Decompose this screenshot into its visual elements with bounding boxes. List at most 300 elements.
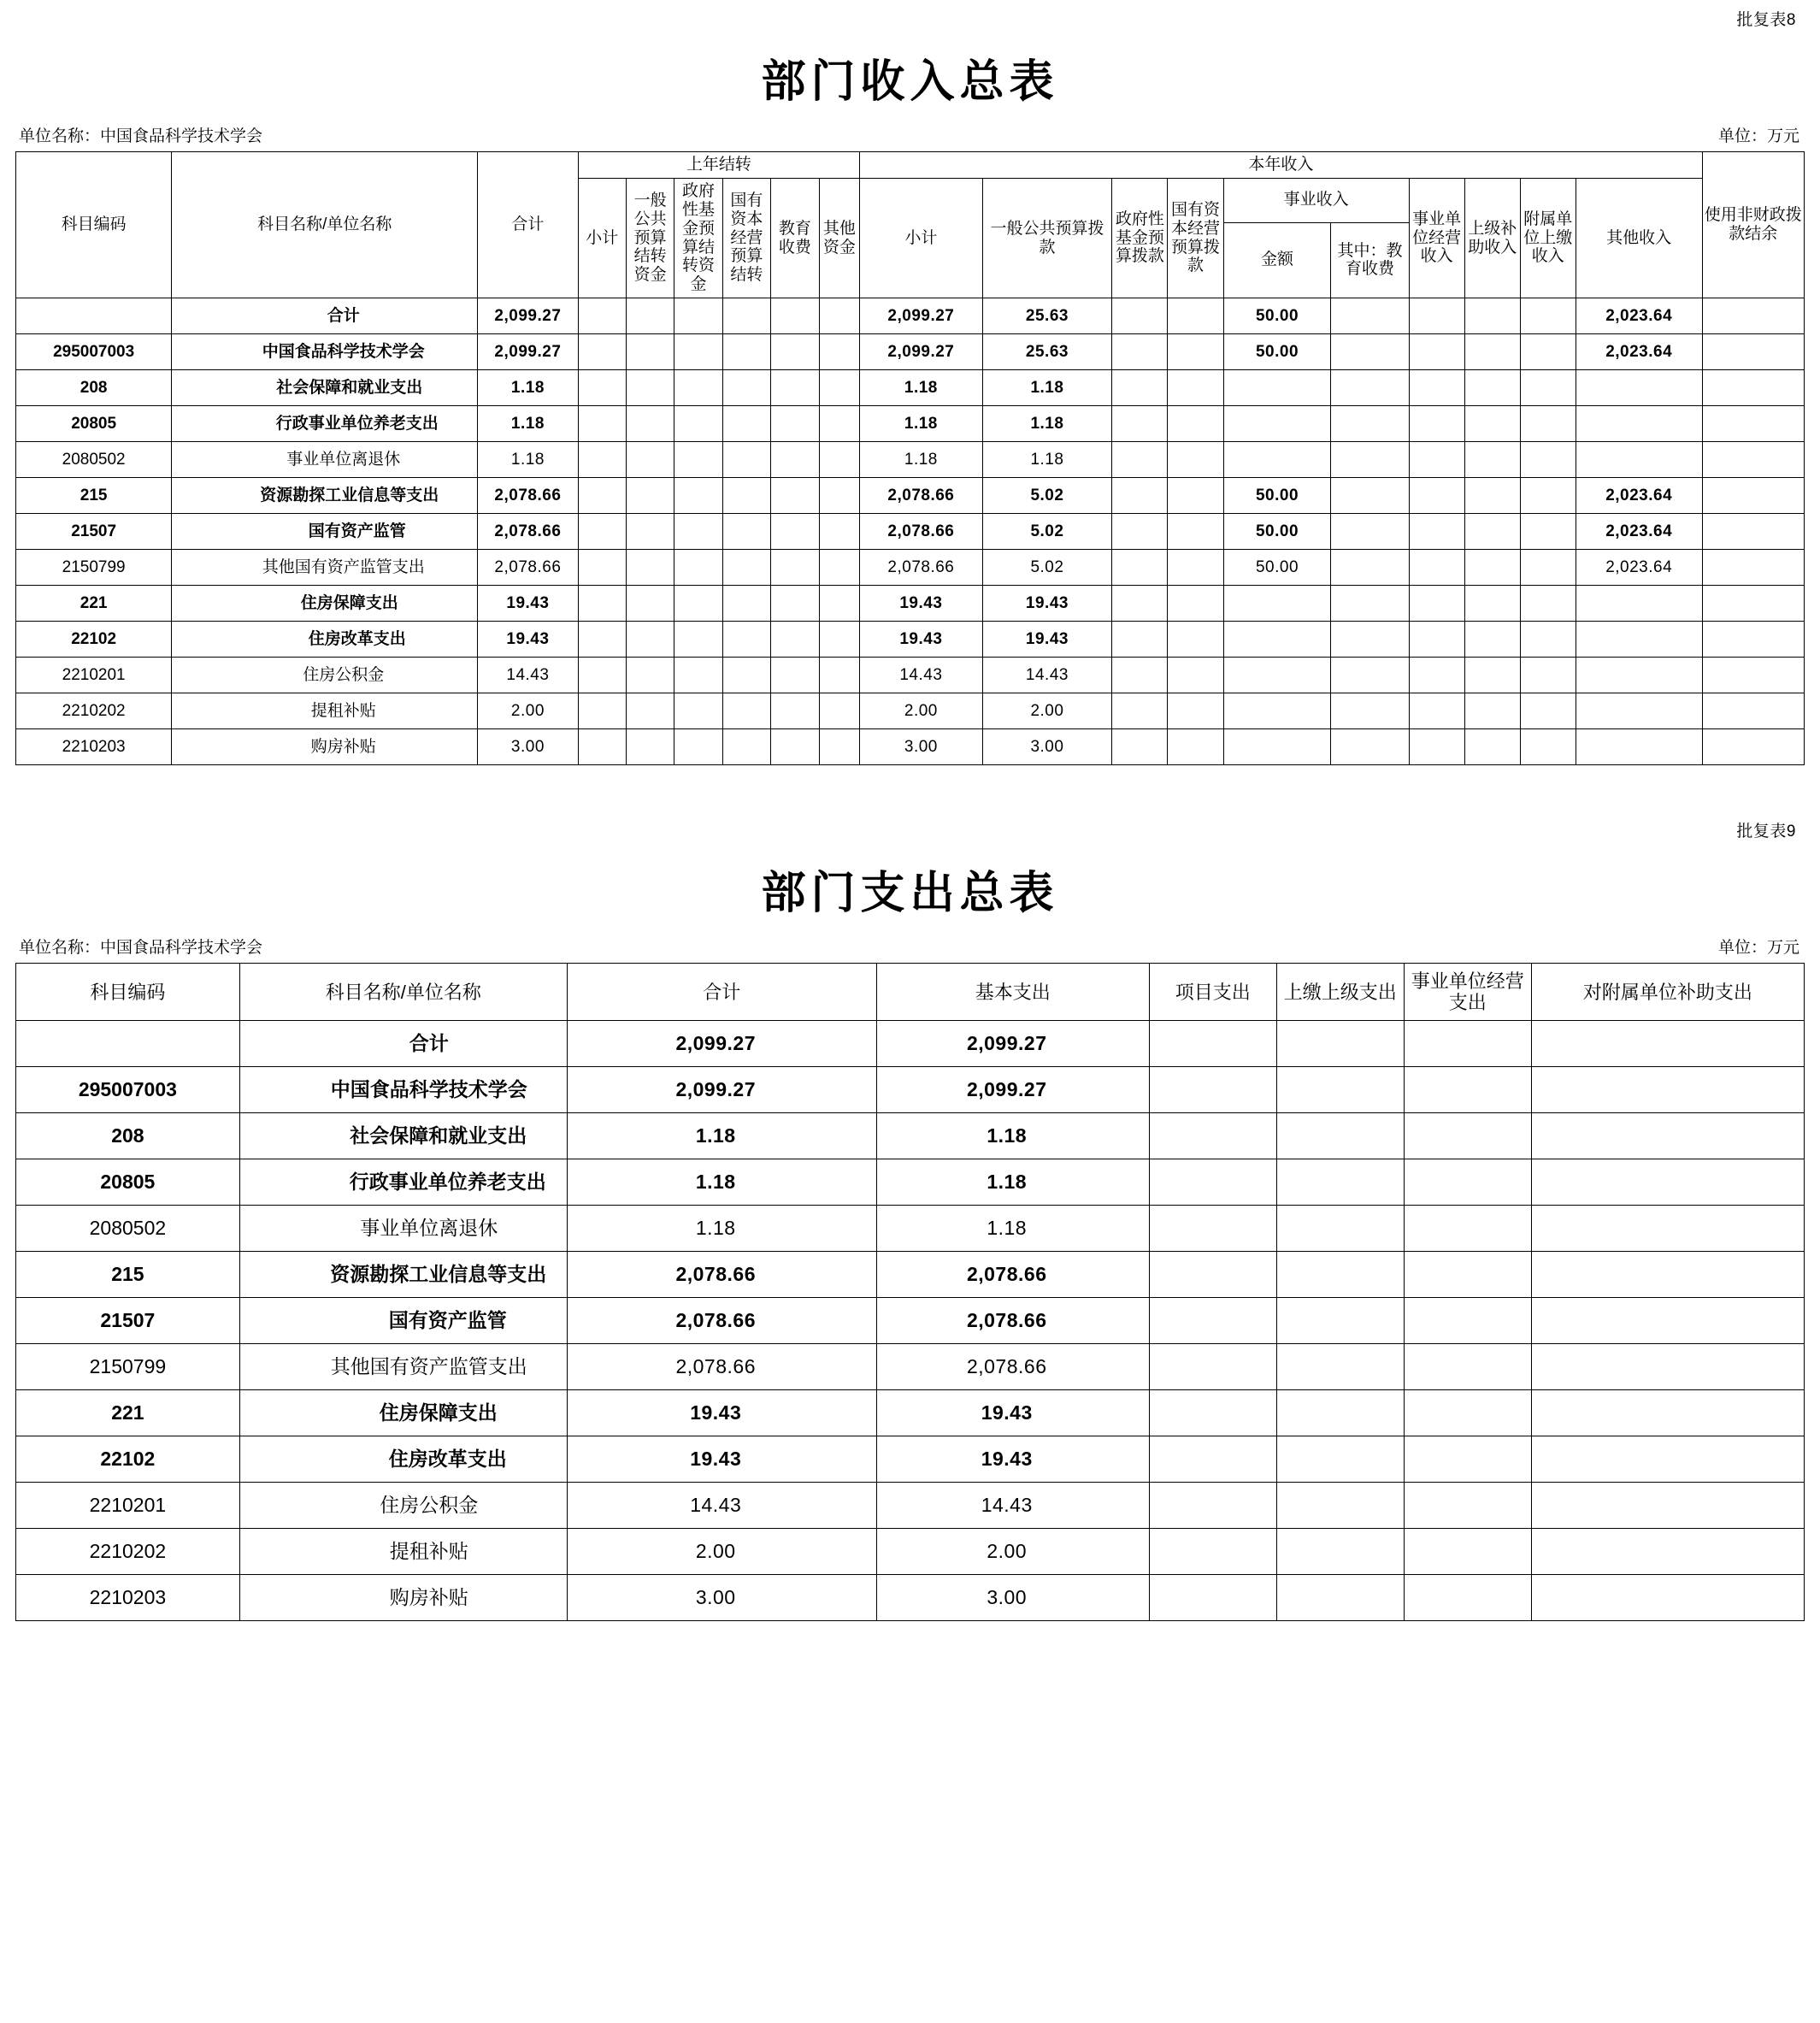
cell-unit-operating	[1409, 370, 1464, 406]
cell-code: 295007003	[16, 1067, 240, 1113]
table-row	[16, 729, 1805, 765]
cell-superior	[1276, 1021, 1404, 1067]
cell-name: 合计	[239, 1021, 567, 1067]
cell-superior-subsidy	[1464, 442, 1520, 478]
section-spacer	[0, 774, 1820, 811]
cell-income-soe	[1168, 334, 1223, 370]
cell-operating	[1404, 1483, 1531, 1529]
cell-total: 2.00	[567, 1529, 876, 1575]
cell-project	[1149, 1252, 1276, 1298]
th-income-subtotal: 小计	[860, 178, 982, 298]
cell-project	[1149, 1206, 1276, 1252]
cell-carryover-edu	[771, 298, 819, 334]
cell-business-edu	[1331, 693, 1409, 729]
cell-affiliate	[1531, 1529, 1804, 1575]
cell-carryover-other	[819, 550, 860, 586]
cell-carryover-edu	[771, 406, 819, 442]
cell-nonfin-balance	[1702, 334, 1805, 370]
cell-superior-subsidy	[1464, 658, 1520, 693]
cell-basic: 2.00	[876, 1529, 1149, 1575]
th-nonfin-balance: 使用非财政拨款结余	[1702, 152, 1805, 298]
income-currency-unit: 单位：万元	[1717, 127, 1799, 145]
th-unit-operating: 事业单位经营收入	[1409, 178, 1464, 298]
th-carryover-govfund: 政府性基金预算结转资金	[674, 178, 722, 298]
table-row	[16, 1206, 1805, 1252]
cell-operating	[1404, 1390, 1531, 1436]
cell-nonfin-balance	[1702, 514, 1805, 550]
cell-other-income: 2,023.64	[1576, 478, 1702, 514]
cell-nonfin-balance	[1702, 442, 1805, 478]
cell-project	[1149, 1483, 1276, 1529]
cell-business-amount	[1223, 586, 1331, 622]
cell-carryover-subtotal	[578, 622, 626, 658]
cell-operating	[1404, 1298, 1531, 1344]
cell-carryover-govfund	[674, 334, 722, 370]
cell-nonfin-balance	[1702, 550, 1805, 586]
cell-carryover-edu	[771, 334, 819, 370]
cell-nonfin-balance	[1702, 693, 1805, 729]
cell-other-income: 2,023.64	[1576, 550, 1702, 586]
cell-carryover-other	[819, 370, 860, 406]
cell-income-subtotal: 1.18	[860, 442, 982, 478]
cell-carryover-govfund	[674, 370, 722, 406]
cell-carryover-govfund	[674, 729, 722, 765]
cell-carryover-general	[626, 658, 674, 693]
income-unit-name: 单位名称：中国食品科学技术学会	[19, 127, 263, 145]
cell-operating	[1404, 1113, 1531, 1159]
th-income-soe: 国有资本经营预算拨款	[1168, 178, 1223, 298]
cell-code: 22102	[16, 622, 172, 658]
cell-superior	[1276, 1344, 1404, 1390]
cell-superior-subsidy	[1464, 406, 1520, 442]
table-row	[16, 1344, 1805, 1390]
th-exp-basic: 基本支出	[876, 964, 1149, 1021]
cell-code: 2210201	[16, 1483, 240, 1529]
cell-affiliate-payment	[1520, 622, 1576, 658]
cell-income-soe	[1168, 514, 1223, 550]
cell-income-soe	[1168, 586, 1223, 622]
table-row	[16, 1021, 1805, 1067]
cell-business-edu	[1331, 622, 1409, 658]
cell-income-govfund	[1112, 658, 1168, 693]
cell-carryover-edu	[771, 478, 819, 514]
cell-basic: 1.18	[876, 1206, 1149, 1252]
cell-carryover-edu	[771, 729, 819, 765]
cell-business-edu	[1331, 442, 1409, 478]
cell-income-subtotal: 19.43	[860, 586, 982, 622]
table-row	[16, 622, 1805, 658]
cell-project	[1149, 1298, 1276, 1344]
cell-name: 住房改革支出	[239, 1436, 567, 1483]
cell-carryover-other	[819, 693, 860, 729]
cell-carryover-general	[626, 406, 674, 442]
cell-code: 21507	[16, 1298, 240, 1344]
cell-other-income	[1576, 729, 1702, 765]
cell-income-soe	[1168, 658, 1223, 693]
cell-unit-operating	[1409, 334, 1464, 370]
cell-total: 1.18	[567, 1159, 876, 1206]
cell-carryover-general	[626, 334, 674, 370]
table-row	[16, 1483, 1805, 1529]
cell-carryover-other	[819, 514, 860, 550]
cell-code: 2150799	[16, 550, 172, 586]
table-row	[16, 1436, 1805, 1483]
cell-business-amount	[1223, 370, 1331, 406]
cell-code: 2210203	[16, 1575, 240, 1621]
cell-other-income: 2,023.64	[1576, 514, 1702, 550]
cell-operating	[1404, 1529, 1531, 1575]
cell-total: 2.00	[478, 693, 578, 729]
cell-income-govfund	[1112, 370, 1168, 406]
cell-basic: 2,099.27	[876, 1067, 1149, 1113]
cell-basic: 2,078.66	[876, 1344, 1149, 1390]
cell-name: 住房改革支出	[172, 622, 478, 658]
cell-basic: 19.43	[876, 1390, 1149, 1436]
cell-business-edu	[1331, 586, 1409, 622]
cell-affiliate-payment	[1520, 693, 1576, 729]
cell-income-general: 2.00	[982, 693, 1112, 729]
th-income-name: 科目名称/单位名称	[172, 152, 478, 298]
cell-business-amount	[1223, 406, 1331, 442]
cell-income-general: 3.00	[982, 729, 1112, 765]
cell-affiliate	[1531, 1206, 1804, 1252]
cell-operating	[1404, 1575, 1531, 1621]
cell-superior	[1276, 1436, 1404, 1483]
table-row	[16, 693, 1805, 729]
cell-income-general: 5.02	[982, 478, 1112, 514]
cell-affiliate-payment	[1520, 514, 1576, 550]
cell-unit-operating	[1409, 622, 1464, 658]
cell-operating	[1404, 1436, 1531, 1483]
cell-name: 提租补贴	[239, 1529, 567, 1575]
cell-business-amount	[1223, 622, 1331, 658]
cell-income-soe	[1168, 478, 1223, 514]
table-row	[16, 370, 1805, 406]
cell-code: 2080502	[16, 1206, 240, 1252]
cell-name: 合计	[172, 298, 478, 334]
table-row	[16, 334, 1805, 370]
cell-name: 社会保障和就业支出	[239, 1113, 567, 1159]
cell-affiliate	[1531, 1159, 1804, 1206]
cell-basic: 14.43	[876, 1483, 1149, 1529]
th-income-group: 本年收入	[860, 152, 1702, 179]
cell-carryover-subtotal	[578, 406, 626, 442]
sheet-tag-expenditure: 批复表9	[1736, 823, 1796, 841]
cell-operating	[1404, 1206, 1531, 1252]
cell-superior-subsidy	[1464, 729, 1520, 765]
cell-income-subtotal: 2,099.27	[860, 334, 982, 370]
cell-carryover-other	[819, 406, 860, 442]
cell-carryover-subtotal	[578, 729, 626, 765]
page-title-expenditure: 部门支出总表	[761, 867, 1059, 920]
cell-total: 1.18	[478, 442, 578, 478]
th-superior-subsidy: 上级补助收入	[1464, 178, 1520, 298]
cell-carryover-general	[626, 298, 674, 334]
cell-code: 2210202	[16, 1529, 240, 1575]
cell-business-amount	[1223, 729, 1331, 765]
cell-superior	[1276, 1113, 1404, 1159]
cell-superior	[1276, 1206, 1404, 1252]
table-row	[16, 298, 1805, 334]
cell-business-edu	[1331, 478, 1409, 514]
cell-carryover-edu	[771, 622, 819, 658]
cell-carryover-soe	[722, 658, 770, 693]
cell-operating	[1404, 1159, 1531, 1206]
cell-carryover-edu	[771, 658, 819, 693]
cell-carryover-general	[626, 550, 674, 586]
cell-basic: 1.18	[876, 1159, 1149, 1206]
cell-carryover-subtotal	[578, 658, 626, 693]
cell-income-general: 1.18	[982, 370, 1112, 406]
cell-name: 其他国有资产监管支出	[172, 550, 478, 586]
cell-affiliate-payment	[1520, 442, 1576, 478]
cell-other-income	[1576, 442, 1702, 478]
table-row	[16, 550, 1805, 586]
table-row	[16, 1390, 1805, 1436]
expenditure-currency-unit: 单位：万元	[1717, 939, 1799, 958]
cell-code: 2150799	[16, 1344, 240, 1390]
cell-name: 事业单位离退休	[172, 442, 478, 478]
cell-income-general: 5.02	[982, 550, 1112, 586]
cell-name: 中国食品科学技术学会	[239, 1067, 567, 1113]
cell-total: 19.43	[567, 1390, 876, 1436]
cell-income-soe	[1168, 442, 1223, 478]
cell-income-general: 1.18	[982, 406, 1112, 442]
cell-income-govfund	[1112, 550, 1168, 586]
income-table-body	[16, 298, 1805, 765]
th-exp-project: 项目支出	[1149, 964, 1276, 1021]
th-exp-superior: 上缴上级支出	[1276, 964, 1404, 1021]
cell-carryover-subtotal	[578, 586, 626, 622]
cell-project	[1149, 1575, 1276, 1621]
th-carryover-other: 其他资金	[819, 178, 860, 298]
cell-total: 1.18	[567, 1206, 876, 1252]
cell-total: 2,078.66	[567, 1252, 876, 1298]
cell-carryover-soe	[722, 478, 770, 514]
cell-project	[1149, 1436, 1276, 1483]
cell-income-general: 1.18	[982, 442, 1112, 478]
cell-carryover-soe	[722, 729, 770, 765]
cell-carryover-govfund	[674, 406, 722, 442]
cell-carryover-subtotal	[578, 514, 626, 550]
cell-carryover-other	[819, 298, 860, 334]
cell-superior-subsidy	[1464, 334, 1520, 370]
cell-income-subtotal: 2,078.66	[860, 514, 982, 550]
th-income-total: 合计	[478, 152, 578, 298]
cell-carryover-edu	[771, 550, 819, 586]
cell-income-govfund	[1112, 478, 1168, 514]
cell-total: 2,078.66	[478, 514, 578, 550]
cell-affiliate-payment	[1520, 334, 1576, 370]
cell-carryover-govfund	[674, 586, 722, 622]
cell-superior	[1276, 1390, 1404, 1436]
cell-code: 295007003	[16, 334, 172, 370]
cell-total: 19.43	[478, 586, 578, 622]
th-carryover-soe: 国有资本经营预算结转	[722, 178, 770, 298]
th-exp-affiliate: 对附属单位补助支出	[1531, 964, 1804, 1021]
cell-affiliate	[1531, 1113, 1804, 1159]
cell-name: 国有资产监管	[239, 1298, 567, 1344]
cell-code: 20805	[16, 1159, 240, 1206]
cell-other-income	[1576, 693, 1702, 729]
table-row	[16, 1298, 1805, 1344]
expenditure-table-body	[16, 1021, 1805, 1621]
cell-carryover-general	[626, 514, 674, 550]
table-row	[16, 1252, 1805, 1298]
th-income-code: 科目编码	[16, 152, 172, 298]
cell-income-govfund	[1112, 406, 1168, 442]
cell-nonfin-balance	[1702, 478, 1805, 514]
cell-code	[16, 1021, 240, 1067]
cell-income-general: 14.43	[982, 658, 1112, 693]
cell-business-amount: 50.00	[1223, 550, 1331, 586]
cell-carryover-govfund	[674, 442, 722, 478]
cell-income-soe	[1168, 622, 1223, 658]
cell-code: 2210202	[16, 693, 172, 729]
cell-income-subtotal: 1.18	[860, 370, 982, 406]
cell-carryover-soe	[722, 622, 770, 658]
cell-name: 购房补贴	[239, 1575, 567, 1621]
cell-code: 221	[16, 1390, 240, 1436]
cell-name: 行政事业单位养老支出	[239, 1159, 567, 1206]
cell-income-govfund	[1112, 514, 1168, 550]
cell-income-subtotal: 2,078.66	[860, 478, 982, 514]
cell-business-edu	[1331, 370, 1409, 406]
table-row	[16, 514, 1805, 550]
cell-carryover-subtotal	[578, 298, 626, 334]
cell-carryover-other	[819, 729, 860, 765]
cell-basic: 2,078.66	[876, 1298, 1149, 1344]
cell-carryover-general	[626, 729, 674, 765]
cell-name: 其他国有资产监管支出	[239, 1344, 567, 1390]
cell-superior	[1276, 1159, 1404, 1206]
cell-business-amount	[1223, 693, 1331, 729]
cell-affiliate	[1531, 1067, 1804, 1113]
cell-income-subtotal: 14.43	[860, 658, 982, 693]
cell-total: 2,099.27	[567, 1067, 876, 1113]
cell-code: 208	[16, 1113, 240, 1159]
cell-other-income: 2,023.64	[1576, 334, 1702, 370]
cell-name: 社会保障和就业支出	[172, 370, 478, 406]
cell-affiliate	[1531, 1021, 1804, 1067]
cell-affiliate	[1531, 1483, 1804, 1529]
cell-carryover-subtotal	[578, 550, 626, 586]
th-income-govfund: 政府性基金预算拨款	[1112, 178, 1168, 298]
cell-income-general: 25.63	[982, 298, 1112, 334]
cell-carryover-soe	[722, 586, 770, 622]
cell-name: 住房保障支出	[239, 1390, 567, 1436]
table-row	[16, 586, 1805, 622]
cell-carryover-other	[819, 478, 860, 514]
cell-name: 资源勘探工业信息等支出	[172, 478, 478, 514]
cell-total: 2,099.27	[567, 1021, 876, 1067]
cell-affiliate	[1531, 1390, 1804, 1436]
cell-nonfin-balance	[1702, 729, 1805, 765]
th-carryover-general: 一般公共预算结转资金	[626, 178, 674, 298]
cell-superior	[1276, 1529, 1404, 1575]
cell-business-edu	[1331, 658, 1409, 693]
cell-business-edu	[1331, 729, 1409, 765]
cell-affiliate-payment	[1520, 550, 1576, 586]
cell-total: 1.18	[567, 1113, 876, 1159]
cell-name: 住房公积金	[172, 658, 478, 693]
cell-income-subtotal: 1.18	[860, 406, 982, 442]
cell-income-general: 25.63	[982, 334, 1112, 370]
cell-income-govfund	[1112, 442, 1168, 478]
cell-superior-subsidy	[1464, 298, 1520, 334]
expenditure-table	[15, 963, 1805, 1621]
cell-income-soe	[1168, 298, 1223, 334]
cell-code: 2210201	[16, 658, 172, 693]
cell-carryover-edu	[771, 442, 819, 478]
cell-income-soe	[1168, 729, 1223, 765]
cell-code: 215	[16, 478, 172, 514]
th-exp-code: 科目编码	[16, 964, 240, 1021]
table-row	[16, 478, 1805, 514]
cell-total: 2,078.66	[567, 1298, 876, 1344]
cell-code: 221	[16, 586, 172, 622]
cell-income-govfund	[1112, 693, 1168, 729]
cell-superior	[1276, 1252, 1404, 1298]
cell-business-amount	[1223, 442, 1331, 478]
cell-business-edu	[1331, 406, 1409, 442]
cell-code	[16, 298, 172, 334]
cell-total: 2,099.27	[478, 334, 578, 370]
cell-business-edu	[1331, 334, 1409, 370]
cell-carryover-govfund	[674, 658, 722, 693]
cell-carryover-govfund	[674, 622, 722, 658]
cell-nonfin-balance	[1702, 406, 1805, 442]
table-row	[16, 1113, 1805, 1159]
cell-carryover-subtotal	[578, 334, 626, 370]
cell-total: 2,078.66	[478, 550, 578, 586]
cell-carryover-general	[626, 586, 674, 622]
table-row	[16, 1575, 1805, 1621]
cell-unit-operating	[1409, 298, 1464, 334]
cell-income-soe	[1168, 693, 1223, 729]
cell-unit-operating	[1409, 586, 1464, 622]
cell-carryover-subtotal	[578, 693, 626, 729]
table-row	[16, 1159, 1805, 1206]
cell-carryover-edu	[771, 586, 819, 622]
cell-total: 1.18	[478, 370, 578, 406]
cell-other-income	[1576, 370, 1702, 406]
cell-operating	[1404, 1067, 1531, 1113]
cell-name: 购房补贴	[172, 729, 478, 765]
cell-basic: 3.00	[876, 1575, 1149, 1621]
sheet-tag-income: 批复表8	[1736, 11, 1796, 29]
cell-basic: 1.18	[876, 1113, 1149, 1159]
cell-name: 国有资产监管	[172, 514, 478, 550]
cell-basic: 2,099.27	[876, 1021, 1149, 1067]
cell-carryover-general	[626, 693, 674, 729]
cell-name: 事业单位离退休	[239, 1206, 567, 1252]
cell-affiliate	[1531, 1436, 1804, 1483]
cell-other-income	[1576, 406, 1702, 442]
cell-code: 208	[16, 370, 172, 406]
cell-total: 1.18	[478, 406, 578, 442]
cell-other-income: 2,023.64	[1576, 298, 1702, 334]
cell-unit-operating	[1409, 478, 1464, 514]
income-meta-row	[15, 118, 1805, 151]
cell-nonfin-balance	[1702, 622, 1805, 658]
income-table	[15, 151, 1805, 765]
cell-carryover-govfund	[674, 298, 722, 334]
table-row	[16, 1067, 1805, 1113]
cell-project	[1149, 1344, 1276, 1390]
cell-superior	[1276, 1483, 1404, 1529]
cell-code: 22102	[16, 1436, 240, 1483]
